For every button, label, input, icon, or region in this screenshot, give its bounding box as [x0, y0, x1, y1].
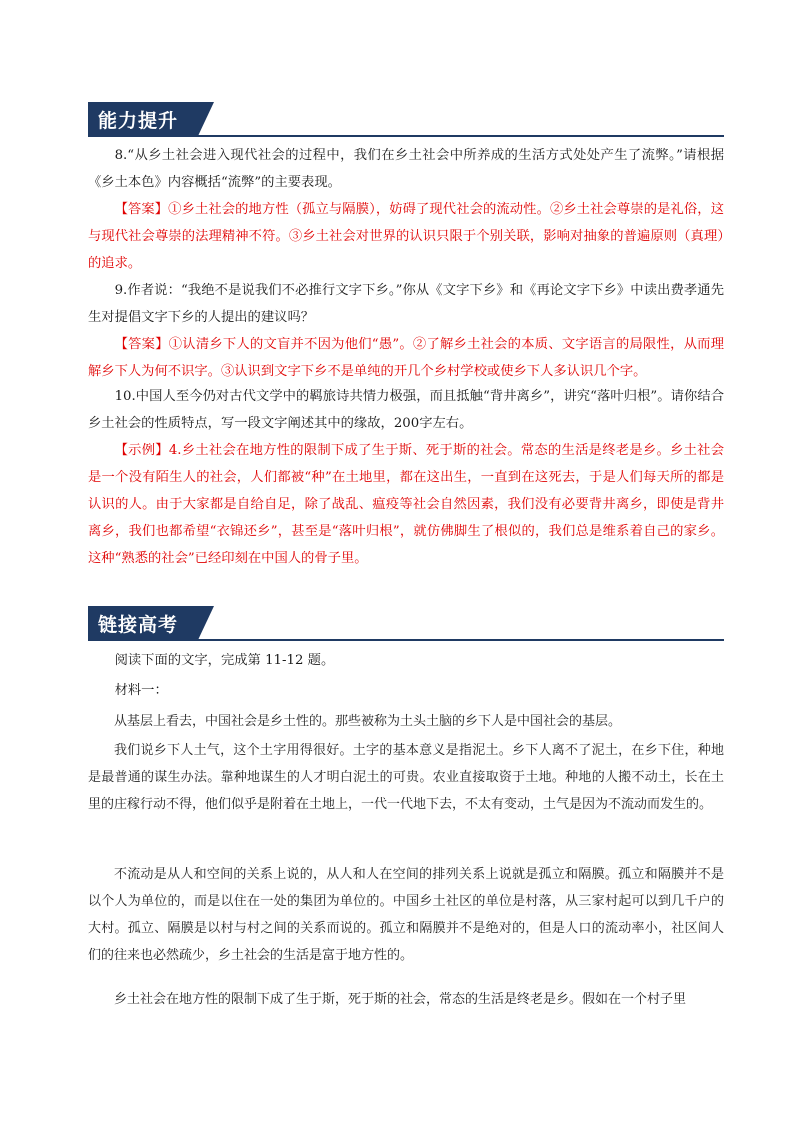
section-title: 能力提升 [98, 110, 179, 132]
material-paragraph: 我们说乡下人土气，这个土字用得很好。土字的基本意义是指泥土。乡下人离不了泥土，在乡下住，种地是最普通的谋生办法。靠种地谋生的人才明白泥土的可贵。农业直接取资于土地。种地的人搬不动土，长在土里的庄稼行动不得，他们似乎是附着在土地上，一代一代地下去，不太有变动，土气是因为不流动而发生的。 [88, 743, 724, 812]
answer-label: 【示例】 [114, 443, 169, 458]
question-10-prompt: 10.中国人至今仍对古代文学中的羁旅诗共情力极强，而且抵触“背井离乡”，讲究“落叶归根”。请你结合乡土社会的性质特点，写一段文字阐述其中的缘故，200字左右。 [88, 389, 724, 431]
section-tab [88, 102, 198, 136]
section-title: 链接高考 [98, 614, 179, 636]
answer-text: ①乡土社会的地方性（孤立与隔膜），妨碍了现代社会的流动性。②乡土社会尊崇的是礼俗，这与现代社会尊崇的法理精神不符。③乡土社会对世界的认识只限于个别关联，影响对抽象的普遍原则（真理）的追求。 [88, 202, 724, 271]
section-header-exam [88, 606, 728, 640]
question-9-prompt: 9.作者说：“我绝不是说我们不必推行文字下乡。”你从《文字下乡》和《再论文字下乡》中读出费孝通先生对提倡文字下乡的人提出的建议吗？ [88, 283, 724, 325]
answer-text: 4.乡土社会在地方性的限制下成了生于斯、死于斯的社会。常态的生活是终老是乡。乡土社会是一个没有陌生人的社会，人们都被“种”在土地里，都在这出生，一直到在这死去，于是人们每天所的都是认识的人。由于大家都是自给自足，除了战乱、瘟疫等社会自然因素，我们没有必要背井离乡，即使是背井离乡，我们也都希望“衣锦还乡”，甚至是“落叶归根”，就仿佛脚生了根似的，我们总是维系着自己的家乡。这种“熟悉的社会”已经印刻在中国人的骨子里。 [88, 443, 725, 566]
question-8-prompt: 8.“从乡土社会进入现代社会的过程中，我们在乡土社会中所养成的生活方式处处产生了流弊。”请根据《乡土本色》内容概括“流弊”的主要表现。 [88, 148, 724, 190]
reading-intro: 阅读下面的文字，完成第 11-12 题。 [114, 653, 335, 668]
material-label: 材料一： [114, 683, 168, 698]
section-rule [88, 639, 724, 641]
material-paragraph: 乡土社会在地方性的限制下成了生于斯，死于斯的社会，常态的生活是终老是乡。假如在一个村子里 [114, 992, 687, 1007]
question-8-answer [88, 196, 724, 277]
answer-label: 【答案】 [114, 202, 169, 217]
section-rule [88, 135, 724, 137]
answer-text: ①认清乡下人的文盲并不因为他们“愚”。②了解乡土社会的本质、文字语言的局限性，从而理解乡下人为何不识字。③认识到文字下乡不是单纯的开几个乡村学校或使乡下人多认识几个字。 [88, 337, 724, 379]
question-10-answer [88, 437, 724, 572]
material-paragraph: 不流动是从人和空间的关系上说的，从人和人在空间的排列关系上说就是孤立和隔膜。孤立和隔膜并不是以个人为单位的，而是以住在一处的集团为单位的。中国乡土社区的单位是村落，从三家村起可以到几千户的大村。孤立、隔膜是以村与村之间的关系而说的。孤立和隔膜并不是绝对的，但是人口的流动率小，社区间人们的往来也必然疏少，乡土社会的生活是富于地方性的。 [88, 867, 724, 963]
section-tab [88, 606, 198, 640]
section-header-ability [88, 102, 728, 136]
question-9-answer [88, 331, 724, 385]
answer-label: 【答案】 [114, 337, 169, 352]
material-paragraph: 从基层上看去，中国社会是乡土性的。那些被称为土头土脑的乡下人是中国社会的基层。 [114, 714, 622, 729]
